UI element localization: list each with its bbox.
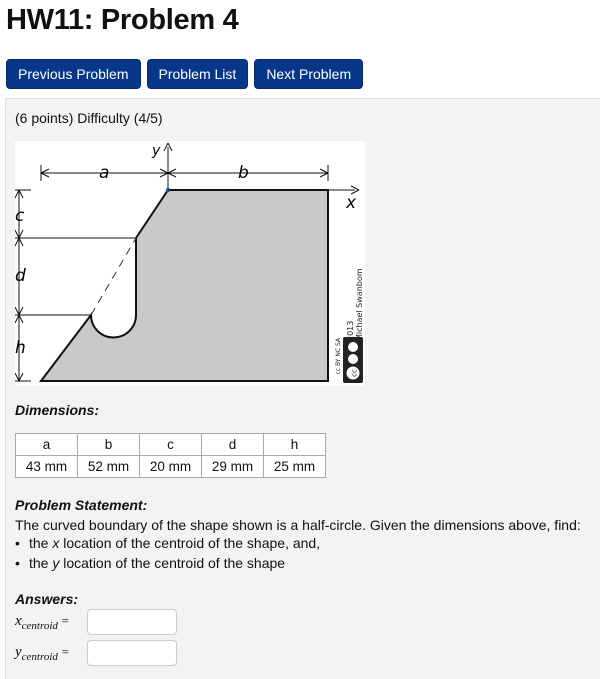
points-difficulty: (6 points) Difficulty (4/5) bbox=[15, 110, 163, 126]
label-y: y bbox=[152, 143, 161, 159]
page-title: HW11: Problem 4 bbox=[6, 4, 239, 36]
answer-row-y bbox=[15, 640, 177, 666]
table-header-row bbox=[16, 434, 326, 456]
x-centroid-input[interactable] bbox=[87, 609, 177, 635]
label-a: a bbox=[99, 163, 110, 183]
license-badge-text: cc BY NC SA bbox=[335, 338, 342, 375]
answer-variable: x bbox=[15, 612, 22, 629]
table-cell: 52 mm bbox=[78, 456, 140, 478]
problem-figure bbox=[15, 141, 365, 386]
task-text: the bbox=[29, 555, 53, 571]
table-header-cell: a bbox=[16, 434, 78, 456]
label-x: x bbox=[346, 193, 357, 213]
table-header-cell: h bbox=[264, 434, 326, 456]
task-variable: y bbox=[52, 555, 60, 571]
list-item bbox=[15, 553, 320, 573]
problem-panel bbox=[5, 98, 600, 679]
table-header-cell: b bbox=[78, 434, 140, 456]
answers-heading: Answers: bbox=[15, 591, 79, 607]
dimensions-table bbox=[15, 433, 326, 478]
label-d: d bbox=[15, 266, 26, 286]
equals-sign: = bbox=[61, 643, 70, 659]
credit-name: Michael Swanbom bbox=[355, 268, 364, 341]
task-list bbox=[15, 533, 320, 573]
problem-nav bbox=[6, 59, 363, 89]
label-c: c bbox=[15, 206, 25, 226]
table-row bbox=[16, 456, 326, 478]
table-cell: 43 mm bbox=[16, 456, 78, 478]
statement-heading: Problem Statement: bbox=[15, 497, 148, 513]
answer-label-x bbox=[15, 613, 87, 632]
statement-text: The curved boundary of the shape shown is a half-circle. Given the dimensions above, find: bbox=[15, 517, 581, 533]
table-header-cell: c bbox=[140, 434, 202, 456]
answer-subscript: centroid bbox=[21, 650, 58, 663]
y-centroid-input[interactable] bbox=[87, 640, 177, 666]
task-text: location of the centroid of the shape, and, bbox=[59, 535, 321, 551]
problem-list-button[interactable]: Problem List bbox=[147, 59, 249, 89]
task-text: the bbox=[29, 535, 53, 551]
table-cell: 20 mm bbox=[140, 456, 202, 478]
previous-problem-button[interactable]: Previous Problem bbox=[6, 59, 141, 89]
task-text: location of the centroid of the shape bbox=[59, 555, 286, 571]
answer-variable: y bbox=[15, 643, 22, 660]
answer-subscript: centroid bbox=[21, 619, 58, 632]
answer-row-x bbox=[15, 609, 177, 635]
svg-text:cc: cc bbox=[350, 369, 359, 377]
label-b: b bbox=[238, 163, 249, 183]
credit-year: 2013 bbox=[346, 320, 355, 341]
table-header-cell: d bbox=[202, 434, 264, 456]
table-cell: 25 mm bbox=[264, 456, 326, 478]
equals-sign: = bbox=[61, 612, 70, 628]
table-cell: 29 mm bbox=[202, 456, 264, 478]
label-h: h bbox=[15, 338, 26, 358]
list-item bbox=[15, 533, 320, 553]
dimensions-heading: Dimensions: bbox=[15, 402, 100, 418]
answer-label-y bbox=[15, 644, 87, 663]
next-problem-button[interactable]: Next Problem bbox=[254, 59, 363, 89]
task-variable: x bbox=[52, 535, 60, 551]
